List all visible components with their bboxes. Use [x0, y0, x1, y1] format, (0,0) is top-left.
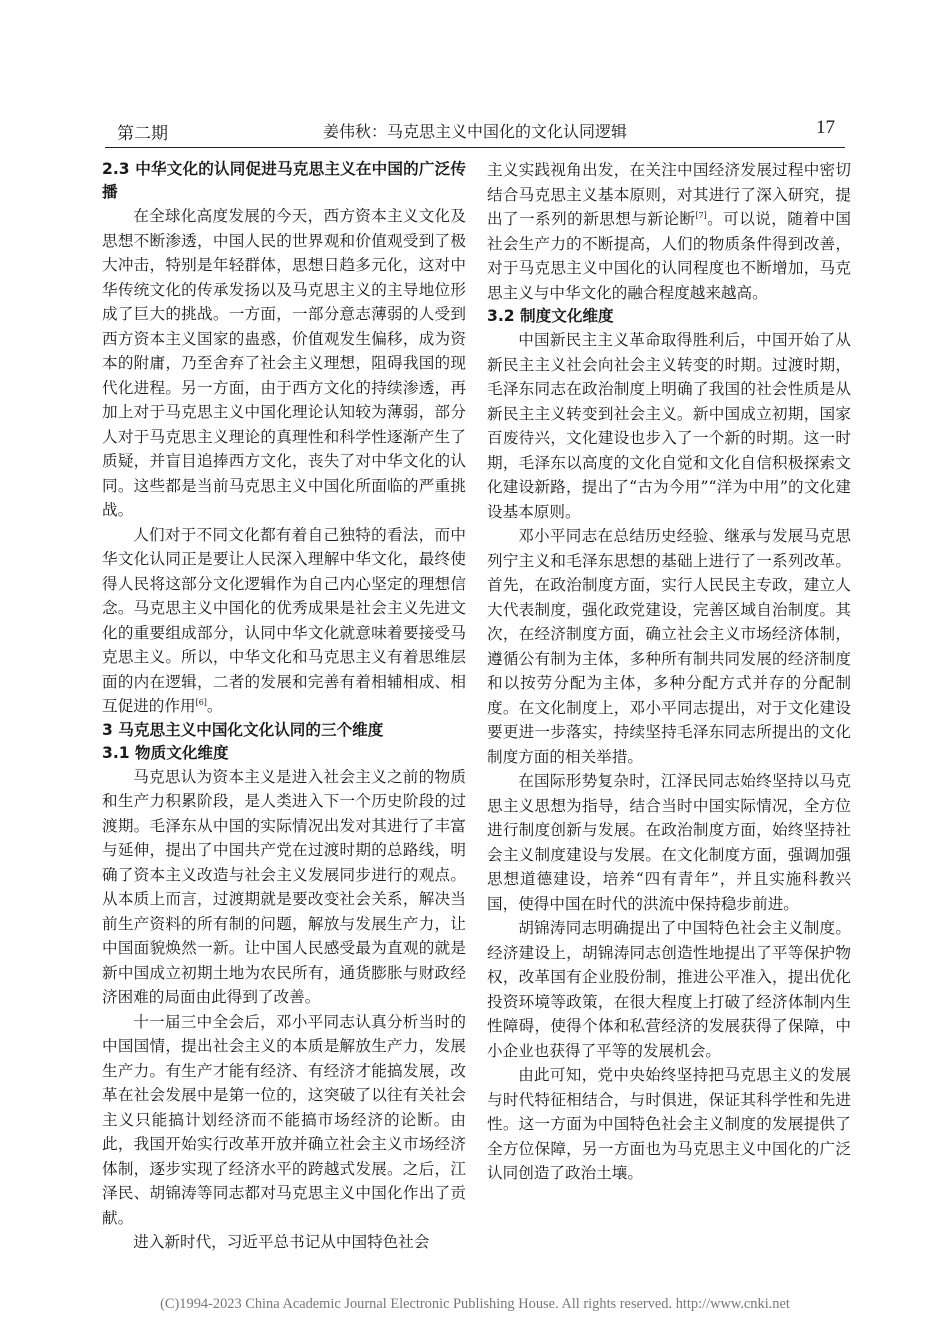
page-number: 17 — [816, 117, 835, 138]
paragraph-text: 人们对于不同文化都有着自己独特的看法，而中华文化认同正是要让人民深入理解中华文化，最终使得人民将这部分文化逻辑作为自己内心坚定的理想信念。马克思主义中国化的优秀成果是社会主义先进文化的重要组成部分，认同中华文化就意味着要接受马克思主义。所以，中华文化和马克思主义有着思维层面的内在逻辑，二者的发展和完善有着相辅相成、相互促进的作用 — [102, 525, 466, 715]
paragraph: 邓小平同志在总结历史经验、继承与发展马克思列宁主义和毛泽东思想的基础上进行了一系列改革。首先，在政治制度方面，实行人民民主专政，建立人大代表制度，强化政党建设，完善区域自治制度。其次，在经济制度方面，确立社会主义市场经济体制，遵循公有制为主体，多种所有制共同发展的经济制度和以按劳分配为主体，多种分配方式并存的分配制度。在文化制度上，邓小平同志提出，对于文化建设要更进一步落实，持续坚持毛泽东同志所提出的文化制度方面的相关举措。 — [487, 527, 851, 766]
right-column — [487, 158, 851, 1186]
left-column — [102, 158, 466, 1255]
issue-label: 第二期 — [117, 124, 168, 144]
paragraph: 由此可知，党中央始终坚持把马克思主义的发展与时代特征相结合，与时俱进，保证其科学性和先进性。这一方面为中国特色社会主义制度的发展提供了全方位保障，另一方面也为马克思主义中国化的广泛认同创造了政治土壤。 — [487, 1066, 851, 1182]
paragraph: 中国新民主主义革命取得胜利后，中国开始了从新民主主义社会向社会主义转变的时期。过渡时期，毛泽东同志在政治制度上明确了我国的社会性质是从新民主主义转变到社会主义。新中国成立初期，国家百废待兴，文化建设也步入了一个新的时期。这一时期，毛泽东以高度的文化自觉和文化自信积极探索文化建设新路，提出了“古为今用”“洋为中用”的文化建设基本原则。 — [487, 331, 851, 521]
paragraph: 十一届三中全会后，邓小平同志认真分析当时的中国国情，提出社会主义的本质是解放生产力，发展生产力。有生产才能有经济、有经济才能搞发展，改革在社会发展中是第一位的，这突破了以往有关社会主义只能搞计划经济而不能搞市场经济的论断。由此，我国开始实行改革开放并确立社会主义市场经济体制，逐步实现了经济水平的跨越式发展。之后，江泽民、胡锦涛等同志都对马克思主义中国化作出了贡献。 — [102, 1012, 466, 1227]
running-title: 姜伟秋：马克思主义中国化的文化认同逻辑 — [322, 122, 627, 141]
paragraph: 胡锦涛同志明确提出了中国特色社会主义制度。经济建设上，胡锦涛同志创造性地提出了平等保护物权，改革国有企业股份制，推进公平准入，提出优化投资环境等政策，在很大程度上打破了经济体制内生性障碍，使得个体和私营经济的发展获得了保障，中小企业也获得了平等的发展机会。 — [487, 919, 851, 1060]
paragraph-text: 。 — [206, 697, 223, 715]
paragraph-text: 。可以说，随着中国社会生产力的不断提高，人们的物质条件得到改善，对于马克思主义中国化的认同程度也不断增加，马克思主义与中华文化的融合程度越来越高。 — [487, 210, 851, 302]
paragraph: 在全球化高度发展的今天，西方资本主义文化及思想不断渗透，中国人民的世界观和价值观受到了极大冲击，特别是年轻群体，思想日趋多元化，这对中华传统文化的传承发扬以及马克思主义的主导地位形成了巨大的挑战。一方面，一部分意志薄弱的人受到西方资本主义国家的蛊惑，价值观发生偏移，成为资本的附庸，乃至舍弃了社会主义理想，阻碍我国的现代化进程。另一方面，由于西方文化的持续渗透，再加上对于马克思主义中国化理论认知较为薄弱，部分人对于马克思主义理论的真理性和科学性逐渐产生了质疑，并盲目追捧西方文化，丧失了对中华文化的认同。这些都是当前马克思主义中国化所面临的严重挑战。 — [102, 207, 466, 519]
paragraph: 马克思认为资本主义是进入社会主义之前的物质和生产力积累阶段，是人类进入下一个历史阶段的过渡期。毛泽东从中国的实际情况出发对其进行了丰富与延伸，提出了中国共产党在过渡时期的总路线，明确了资本主义改造与社会主义发展同步进行的观点。从本质上而言，过渡期就是要改变社会关系，解决当前生产资料的所有制的问题，解放与发展生产力，让中国面貌焕然一新。让中国人民感受最为直观的就是新中国成立初期土地为农民所有，通货膨胀与财政经济困难的局面由此得到了改善。 — [102, 767, 466, 1006]
section-heading-3-1: 3.1 物质文化维度 — [102, 743, 229, 762]
section-heading-2-3: 2.3 中华文化的认同促进马克思主义在中国的广泛传播 — [102, 160, 466, 201]
paragraph-continued — [487, 158, 851, 305]
paragraph — [102, 523, 466, 719]
section-heading-3: 3 马克思主义中国化文化认同的三个维度 — [102, 720, 384, 739]
citation-ref[interactable]: [6] — [195, 698, 207, 707]
copyright-footer: (C)1994-2023 China Academic Journal Electronic Publishing House. All rights reserved. http://www.cnki.net — [160, 1296, 790, 1312]
running-header — [105, 117, 845, 148]
paragraph-text: 主义实践视角出发，在关注中国经济发展过程中密切结合马克思主义基本原则，对其进行了深入研究，提出了一系列的新思想与新论断 — [487, 161, 851, 228]
citation-ref[interactable]: [7] — [695, 211, 707, 220]
paragraph: 进入新时代，习近平总书记从中国特色社会 — [133, 1233, 430, 1251]
section-heading-3-2: 3.2 制度文化维度 — [487, 307, 614, 325]
paragraph: 在国际形势复杂时，江泽民同志始终坚持以马克思主义思想为指导，结合当时中国实际情况，全方位进行制度创新与发展。在政治制度方面，始终坚持社会主义制度建设与发展。在文化制度方面，强调加强思想道德建设，培养“四有青年”，并且实施科教兴国，使得中国在时代的洪流中保持稳步前进。 — [487, 772, 851, 913]
